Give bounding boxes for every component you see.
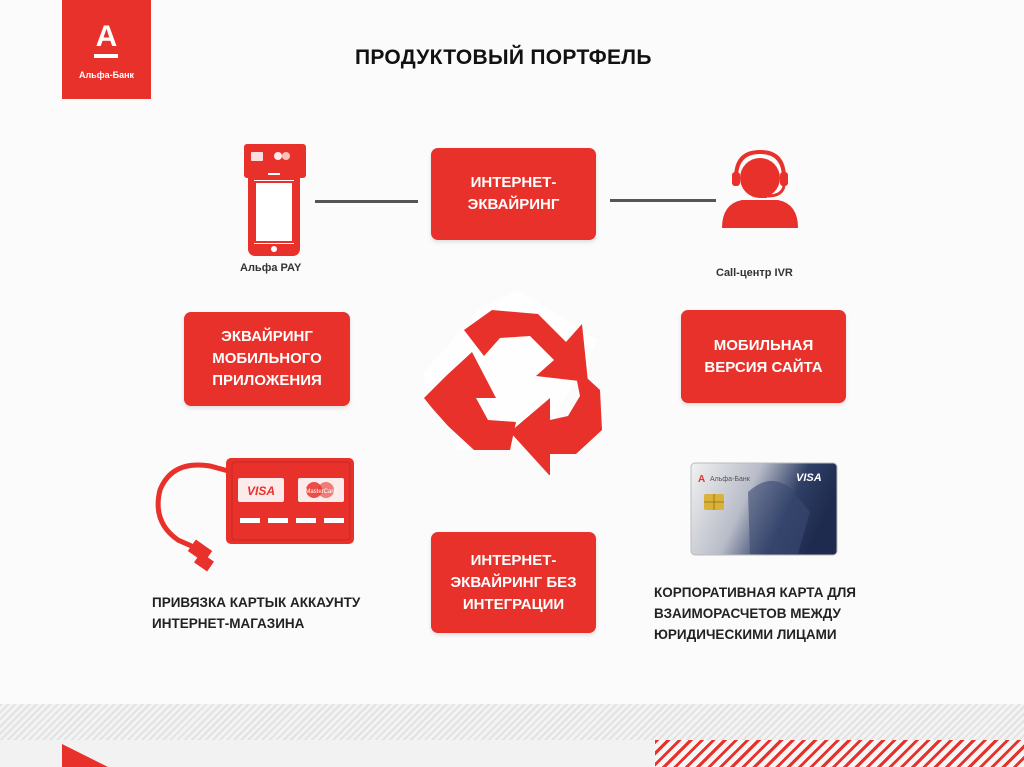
mobile-app-acquiring-label: ЭКВАЙРИНГ МОБИЛЬНОГО ПРИЛОЖЕНИЯ <box>212 328 322 389</box>
call-center-caption: Call-центр IVR <box>716 267 793 279</box>
no-integration-label: ИНТЕРНЕТ- ЭКВАЙРИНГ БЕЗ ИНТЕГРАЦИИ <box>450 551 577 613</box>
internet-acquiring-box <box>431 148 596 240</box>
footer-red-triangle <box>62 744 122 767</box>
logo-name: Альфа-Банк <box>78 70 135 80</box>
alfa-logo-icon: А <box>95 20 118 53</box>
decorative-band <box>0 704 1024 740</box>
alfa-pay-caption: Альфа PAY <box>240 262 302 274</box>
smartphone-icon <box>236 142 316 257</box>
mastercard-logo: MasterCard <box>305 489 337 495</box>
card-binding-text: ПРИВЯЗКА КАРТЫК АККАУНТУ ИНТЕРНЕТ-МАГАЗИНА <box>152 595 361 631</box>
card-reader-icon <box>152 456 358 580</box>
corp-card-bank: Альфа-Банк <box>710 476 750 483</box>
page-title: ПРОДУКТОВЫЙ ПОРТФЕЛЬ <box>355 46 652 69</box>
logo-underline <box>94 54 118 58</box>
mobile-app-acquiring-box <box>184 312 350 406</box>
corporate-card-text: КОРПОРАТИВНАЯ КАРТА ДЛЯ ВЗАИМОРАСЧЕТОВ МЕЖДУ ЮРИДИЧЕСКИМИ ЛИЦАМИ <box>654 585 856 642</box>
recycle-arrows-icon <box>418 280 623 475</box>
mobile-site-box <box>681 310 846 403</box>
alfa-bank-logo <box>62 0 151 99</box>
mobile-site-label: МОБИЛЬНАЯ ВЕРСИЯ САЙТА <box>704 336 823 376</box>
no-integration-box <box>431 532 596 633</box>
corporate-card-icon <box>690 462 838 556</box>
internet-acquiring-label: ИНТЕРНЕТ- ЭКВАЙРИНГ <box>467 174 560 213</box>
headset-operator-icon <box>720 148 800 230</box>
connector-right <box>610 199 716 202</box>
corp-card-visa: VISA <box>796 472 822 484</box>
visa-logo: VISA <box>246 484 276 498</box>
svg-text:А: А <box>698 474 706 485</box>
footer-red-stripes <box>655 740 1024 767</box>
connector-left <box>315 200 418 203</box>
